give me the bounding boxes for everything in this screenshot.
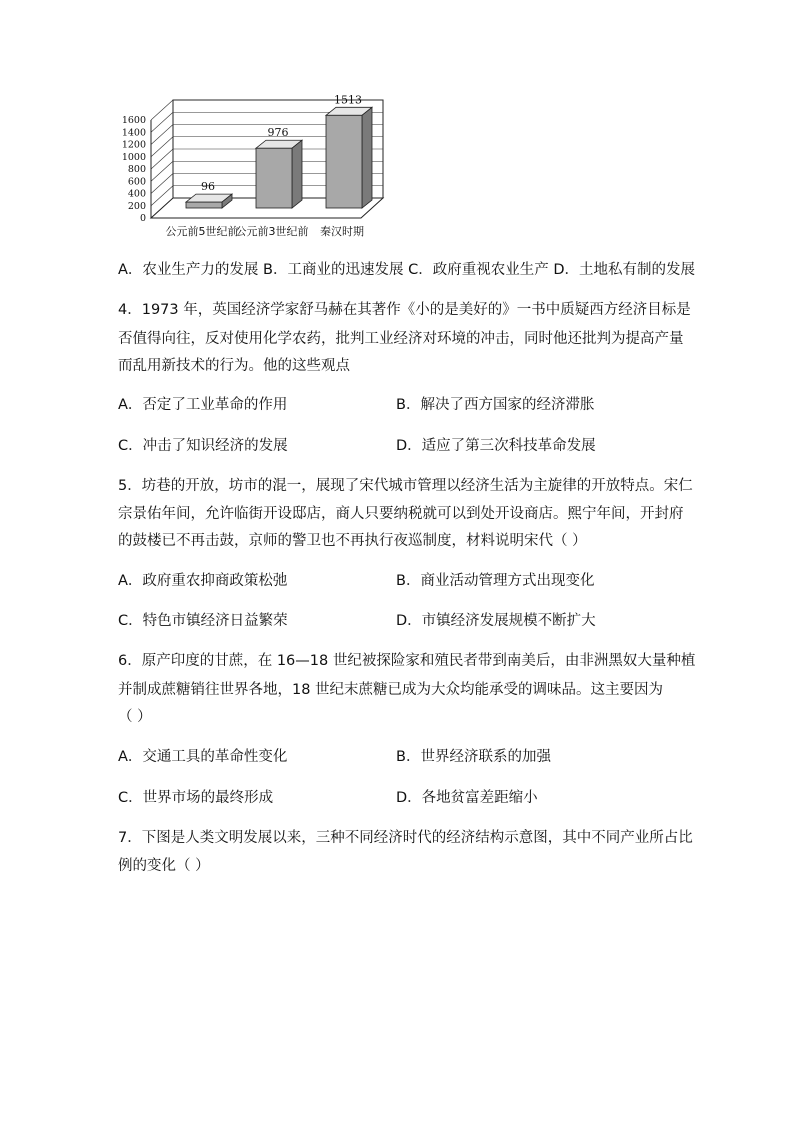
gridline-side	[151, 137, 173, 157]
q4-text-line-3: 而乱用新技术的行为。他的这些观点	[118, 358, 350, 374]
y-tick-label: 800	[127, 164, 146, 175]
q6-option-b: B．世界经济联系的加强	[396, 749, 551, 765]
q6-option-c: C．世界市场的最终形成	[118, 790, 274, 806]
y-tick-label: 200	[127, 200, 146, 212]
q6-option-d: D．各地贫富差距缩小	[396, 790, 538, 806]
y-tick-label: 600	[127, 176, 146, 188]
bar-side	[362, 107, 372, 208]
gridline-side	[151, 174, 173, 194]
q7-text-line-2: 例的变化（ ）	[118, 858, 210, 874]
q5-option-a: A．政府重农抑商政策松弛	[118, 573, 288, 589]
q4-option-b: B．解决了西方国家的经济滞胀	[396, 397, 595, 413]
bar-side	[292, 140, 302, 208]
gridline-side	[151, 112, 173, 132]
y-tick-label: 1000	[121, 151, 146, 163]
q5-text-line-3: 的鼓楼已不再击鼓，京师的警卫也不再执行夜巡制度，材料说明宋代（ ）	[118, 533, 587, 549]
q4-option-c: C．冲击了知识经济的发展	[118, 438, 288, 454]
q5-option-d: D．市镇经济发展规模不断扩大	[396, 613, 596, 629]
q6-text-line-3: （ ）	[118, 709, 152, 725]
q3-options: A．农业生产力的发展 B．工商业的迅速发展 C．政府重视农业生产 D．土地私有制的发展	[118, 262, 695, 278]
y-tick-label: 1600	[121, 115, 146, 126]
x-tick-label: 秦汉时期	[320, 225, 364, 238]
bar	[186, 202, 222, 208]
q6-text-line-2: 并制成蔗糖销往世界各地，18 世纪末蔗糖已成为大众均能承受的调味品。这主要因为	[118, 682, 664, 698]
gridline-side	[151, 149, 173, 169]
q5-text-line-2: 宗景佑年间，允许临街开设邸店，商人只要纳税就可以到处开设商店。熙宁年间，开封府	[118, 506, 684, 522]
y-tick-label: 1400	[121, 127, 146, 139]
q5-text-line-1: 5．坊巷的开放，坊市的混一，展现了宋代城市管理以经济生活为主旋律的开放特点。宋仁	[118, 478, 693, 494]
q6-option-a: A．交通工具的革命性变化	[118, 749, 288, 765]
y-tick-label: 0	[139, 213, 146, 224]
bar-value-label: 96	[201, 180, 215, 194]
gridline-side	[151, 161, 173, 181]
bar-chart	[118, 93, 418, 243]
q7-text-line-1: 7．下图是人类文明发展以来，三种不同经济时代的经济结构示意图，其中不同产业所占比	[118, 830, 693, 846]
gridline-side	[151, 125, 173, 145]
q6-text-line-1: 6．原产印度的甘蔗，在 16—18 世纪被探险家和殖民者带到南美后，由非洲黑奴大量种植	[118, 653, 696, 669]
q4-text-line-1: 4．1973 年，英国经济学家舒马赫在其著作《小的是美好的》一书中质疑西方经济目标是	[118, 302, 691, 318]
y-tick-label: 400	[127, 188, 146, 200]
y-tick-label: 1200	[121, 139, 146, 151]
q4-option-a: A．否定了工业革命的作用	[118, 397, 288, 413]
q5-option-c: C．特色市镇经济日益繁荣	[118, 613, 288, 629]
bar	[326, 115, 362, 208]
q4-option-d: D．适应了第三次科技革命发展	[396, 438, 596, 454]
gridline-side	[151, 100, 173, 120]
q5-option-b: B．商业活动管理方式出现变化	[396, 573, 595, 589]
x-tick-label: 公元前5世纪前	[165, 225, 239, 238]
x-tick-label: 公元前3世纪前	[235, 225, 309, 238]
bar	[256, 148, 292, 208]
bar-value-label: 1513	[334, 93, 362, 107]
q4-text-line-2: 否值得向往，反对使用化学农药，批判工业经济对环境的冲击，同时他还批判为提高产量	[118, 331, 684, 347]
bar-value-label: 976	[267, 126, 289, 140]
